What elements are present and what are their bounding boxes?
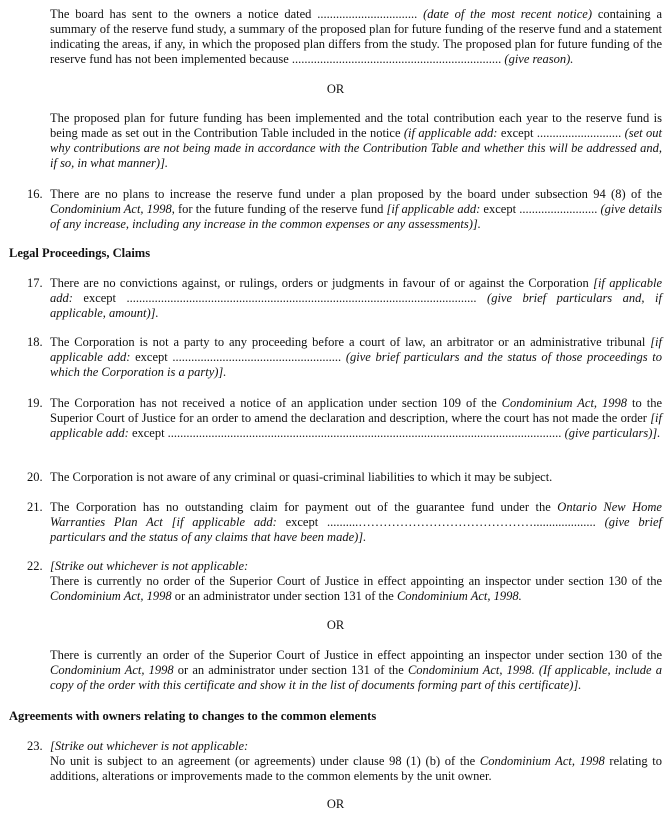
item-number: 17. xyxy=(27,276,43,290)
item-text: [Strike out whichever is not applicable: There is currently no order of the Superior Court of Justice in effect appointing an inspector under section 130 of the Condominium Act, 1998 or an administrator under section 131 of the Condominium Act, 1998. xyxy=(50,559,662,603)
item-text: The Corporation has no outstanding claim for payment out of the guarantee fund under the Ontario New Home Warranties Plan Act [if applicable add: except ..........…………………………………….................... (give brief particulars and the status of any claims that have been made)]. xyxy=(50,500,663,544)
item-number: 23. xyxy=(27,739,43,753)
item-text: The Corporation is not a party to any proceeding before a court of law, an arbitrator or an administrative tribunal [if applicable add: except ...................................................... (give brief particulars and the status of those proceedings to which the Corporation is a party)]. xyxy=(50,335,663,379)
item-number: 22. xyxy=(27,559,43,573)
item-21 xyxy=(27,500,662,545)
item-number: 18. xyxy=(27,335,43,349)
item-23 xyxy=(27,739,662,784)
item-18 xyxy=(27,335,662,380)
item-number: 20. xyxy=(27,470,43,484)
item-text: [Strike out whichever is not applicable: No unit is subject to an agreement (or agreements) under clause 98 (1) (b) of the Condominium Act, 1998 relating to additions, alterations or improvements made to the common elements by the unit owner. xyxy=(50,739,663,783)
court-order-paragraph: There is currently an order of the Superior Court of Justice in effect appointing an inspector under section 130 of the Condominium Act, 1998 or an administrator under section 131 of the Condominium Act, 1998. (If applicable, include a copy of the order with this certificate and show it in the list of documents forming part of this certificate)]. xyxy=(50,648,662,692)
item-22 xyxy=(27,559,662,604)
reserve-fund-notice-paragraph: The board has sent to the owners a notice dated ................................ (date of the most recent notice) containing a summary of the reserve fund study, a summary of the proposed plan for future funding of the reserve fund and a statement indicating the areas, if any, in which the proposed plan differs from the study. The proposed plan for future funding of the reserve fund has not been implemented because ................................................................... (give reason). xyxy=(50,7,662,66)
or-separator: OR xyxy=(326,797,345,811)
item-number: 21. xyxy=(27,500,43,514)
item-16 xyxy=(27,187,662,232)
plan-implemented-paragraph: The proposed plan for future funding has been implemented and the total contribution each year to the reserve fund is being made as set out in the Contribution Table included in the notice (if applicable add: except ........................... (set out why contributions are not being made in accordance with the Contribution Table and whether this will be addressed and, if so, in what manner)]. xyxy=(50,111,662,170)
item-text: The Corporation is not aware of any criminal or quasi-criminal liabilities to which it may be subject. xyxy=(50,470,553,484)
item-20 xyxy=(27,470,662,485)
item-text: There are no convictions against, or rulings, orders or judgments in favour of or against the Corporation [if applicable add: except ................................................................................................................ (give brief particulars and, if applicable, amount)]. xyxy=(50,276,663,320)
item-19 xyxy=(27,396,662,441)
item-17 xyxy=(27,276,662,321)
or-separator: OR xyxy=(326,82,345,96)
item-text: There are no plans to increase the reserve fund under a plan proposed by the board under subsection 94 (8) of the Condominium Act, 1998, for the future funding of the reserve fund [if applicable add: except ......................... (give details of any increase, including any increase in the common expenses or any assessments)]. xyxy=(50,187,662,231)
or-separator: OR xyxy=(326,618,345,632)
item-text: The Corporation has not received a notice of an application under section 109 of the Condominium Act, 1998 to the Superior Court of Justice for an order to amend the declaration and description, where the court has not made the order [if applicable add: except .............................................................................................................................. (give particulars)]. xyxy=(50,396,662,440)
section-heading-legal-proceedings: Legal Proceedings, Claims xyxy=(9,246,151,260)
item-number: 19. xyxy=(27,396,43,410)
item-number: 16. xyxy=(27,187,43,201)
section-heading-agreements: Agreements with owners relating to changes to the common elements xyxy=(9,709,377,723)
